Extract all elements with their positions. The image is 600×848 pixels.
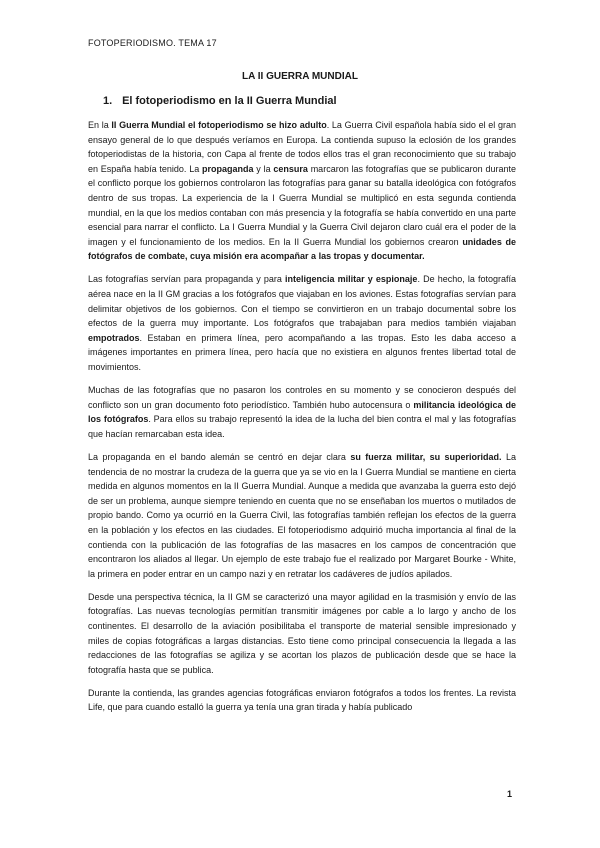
paragraph	[88, 383, 516, 441]
bold-text-run: censura	[273, 163, 308, 174]
bold-text-run: unidades de fotógrafos de combate, cuya misión era acompañar a las tropas y documentar.	[88, 236, 516, 262]
paragraph	[88, 590, 516, 678]
section-heading	[103, 95, 337, 107]
paragraph	[88, 450, 516, 581]
section-heading-text: El fotoperiodismo en la II Guerra Mundial	[122, 95, 337, 107]
bold-text-run: inteligencia militar y espionaje	[285, 274, 418, 285]
text-run: La propaganda en el bando alemán se centró en dejar clara	[88, 451, 351, 462]
paragraph	[88, 686, 516, 715]
section-number: 1.	[103, 95, 113, 107]
bold-text-run: su fuerza militar, su superioridad.	[350, 451, 502, 462]
text-run: . La Guerra Civil española había sido el el gran ensayo general de lo que después veríamos en Europa. La contienda supuso la eclosión de los grandes fotoperiodistas de la historia, con Capa al frente de todos ellos tras el gran reconocimiento que su trabajo en España había tenido. La	[88, 120, 516, 174]
bold-text-run: II Guerra Mundial el fotoperiodismo se hizo adulto	[111, 120, 327, 130]
text-run: . Estaban en primera línea, pero acompañando a las tropas. Esto les daba acceso a imágenes importantes en primera línea, pero hacía que no existiera en algunos frentes libertad total de movimientos.	[88, 332, 516, 372]
page-number: 1	[507, 789, 513, 799]
bold-text-run: militancia ideológica de los fotógrafos	[88, 399, 516, 425]
paragraph	[88, 118, 516, 264]
text-run: marcaron las fotografías que se publicaron durante el conflicto porque los gobiernos controlaron las fotografías para ganar su batalla ideológica con fotógrafos dentro de sus tropas. La experiencia de la I Guerra Mundial se multiplicó en esta segunda contienda mundial, en la que los medios contaban con más presencia y la fotografía se había convertido en una parte esencial para narrar el conflicto. La I Guerra Mundial y la Guerra Civil dejaron claro cuál era el poder de la imagen y el funcionamiento de los medios. En la II Guerra Mundial los gobiernos crearon	[88, 163, 516, 247]
text-run: Muchas de las fotografías que no pasaron los controles en su momento y se conocieron después del conflicto son un gran documento foto periodístico. También hubo autocensura o	[88, 385, 516, 410]
text-run: En la	[88, 120, 112, 130]
text-run: y la	[253, 163, 274, 174]
running-header: FOTOPERIODISMO. TEMA 17	[88, 38, 217, 48]
text-run: . De hecho, la fotografía aérea nace en la II GM gracias a los fotógrafos que viajaban en los aviones. Estas fotografías servían para delimitar objetivos de los gobiernos. Con el tiempo se convirtieron en un trabajo documental sobre los efectos de la guerra muy importante. Los fotógrafos que trabajaban para medios también viajaban	[88, 274, 516, 329]
text-run: . Para ellos su trabajo representó la idea de la lucha del bien contra el mal y las fotografías que hacían remarcaban esta idea.	[88, 414, 517, 439]
text-run: Desde una perspectiva técnica, la II GM se caracterizó una mayor agilidad en la trasmisión y envío de las fotografías. Las nuevas tecnologías permitían transmitir imágenes por cable a lo largo y ancho de los continentes. El desarrollo de la aviación posibilitaba el transporte de material sensible impresionado y miles de copias fotográficas a largas distancias. Esto tiene como principal consecuencia la llegada a las redacciones de las fotografías se agiliza y se acortan los plazos de publicación desde que se hace la fotografía hasta que se publica.	[88, 591, 516, 675]
bold-text-run: empotrados	[88, 332, 140, 343]
text-run: La tendencia de no mostrar la crudeza de la guerra que ya se vio en la I Guerra Mundial se mantiene en cierta medida en algunos momentos en la II Guerra Mundial. Aunque a medida que avanzaba la guerra esto dejó de ser un problema, aunque siempre teniendo en cuenta que no se enseñaban los muertos o mutilados de propio bando. Como ya ocurrió en la Guerra Civil, las fotografías también reflejan los efectos de la guerra en la población y los efectos en las ciudades. El fotoperiodismo adquirió mucha importancia al final de la contienda con la publicación de las fotografías de las masacres en los campos de concentración que encontraron los aliados al llegar. Un ejemplo de este trabajo fue el realizado por Margaret Bourke - White, la primera en poder entrar en un campo nazi y en retratar los cadáveres de judíos apilados.	[88, 451, 516, 579]
text-run: Durante la contienda, las grandes agencias fotográficas enviaron fotógrafos a todos los frentes. La revista Life, que para cuando estalló la guerra ya tenía una gran tirada y había publicado	[88, 687, 516, 713]
body-text	[88, 118, 516, 724]
bold-text-run: propaganda	[202, 163, 254, 174]
document-title: LA II GUERRA MUNDIAL	[242, 71, 358, 82]
text-run: Las fotografías servían para propaganda y para	[88, 274, 286, 285]
paragraph	[88, 272, 516, 374]
